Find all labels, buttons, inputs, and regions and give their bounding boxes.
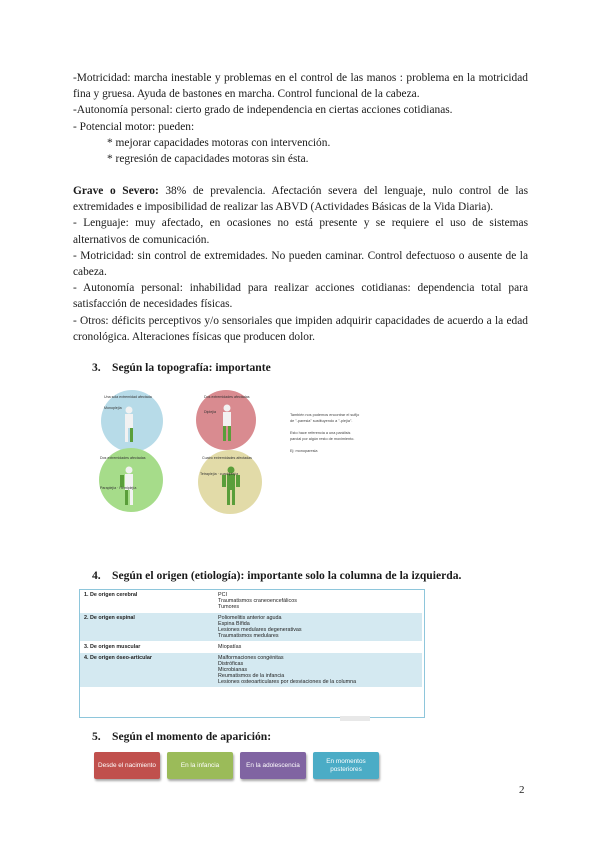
origin-cell: 3. De origen muscular <box>80 642 214 653</box>
topography-label: Dos extremidades afectadas <box>100 456 146 460</box>
topography-label: Diplejía <box>204 410 216 414</box>
table-row <box>80 590 422 613</box>
grave-line: - Otros: déficits perceptivos y/o sensoriales que impiden adquirir capacidades de acuerdo a la edad cronológica. Alteraciones físicas que producen dolor. <box>73 314 528 343</box>
cause-item: Miopatías <box>218 644 242 650</box>
section-4-heading <box>92 569 461 582</box>
cause-item: Reumatismos de la infancia <box>218 673 285 679</box>
causes-cell <box>214 642 422 653</box>
grave-pct: 38% <box>165 185 187 197</box>
cause-item: PCI <box>218 592 227 598</box>
grave-line: - Motricidad: sin control de extremidades. No pueden caminar. Control defectuoso o ausente de la cabeza. <box>73 249 528 279</box>
table-row <box>80 653 422 688</box>
body-figure-icon <box>118 406 140 444</box>
cause-item: Poliomelitis anterior aguda <box>218 615 282 621</box>
topography-notes <box>290 412 362 460</box>
cause-item: Tumores <box>218 604 240 610</box>
origin-cell: 2. De origen espinal <box>80 613 214 642</box>
page-number: 2 <box>519 784 525 796</box>
table-caption-smudge <box>340 716 370 721</box>
origin-cell: 4. De origen óseo-articular <box>80 653 214 688</box>
grave-block <box>73 183 528 345</box>
origin-cell: 1. De origen cerebral <box>80 590 214 613</box>
onset-box-posteriores: En momentos posteriores <box>313 752 379 779</box>
body-figure-icon <box>216 404 238 444</box>
grave-label: Grave o Severo: <box>73 185 159 197</box>
topography-note: También nos podemos encontrar el sufijo de "-paresia" sustituyendo a "-plejía". <box>290 413 360 423</box>
cause-item: Lesiones medulares degenerativas <box>218 627 302 633</box>
cause-item: Traumatismos craneoencefálicos <box>218 598 297 604</box>
section-number: 5. <box>92 730 101 743</box>
onset-box-infancia: En la infancia <box>167 752 233 779</box>
moderado-block <box>73 70 528 167</box>
topography-label: Paraplejía · Hemiplejía <box>100 486 137 490</box>
causes-cell <box>214 613 422 642</box>
topography-label: Dos extremidades afectadas <box>204 395 250 399</box>
topography-label: Monoplejía <box>104 406 122 410</box>
section-number: 3. <box>92 361 101 374</box>
cause-item: Espina Bífida <box>218 621 250 627</box>
onset-box-adolescencia: En la adolescencia <box>240 752 306 779</box>
autonomia-line: -Autonomía personal: cierto grado de independencia en ciertas acciones cotidianas. <box>73 104 453 117</box>
cause-item: Traumatismos medulares <box>218 633 279 639</box>
table-row <box>80 642 422 653</box>
grave-text: de prevalencia. Afectación severa del lenguaje, nulo control de las extremidades e imposibilidad de realizar las ABVD (Actividades Básicas de la Vida Diaria). <box>73 185 529 214</box>
table-row <box>80 613 422 642</box>
topography-label: Cuatro extremidades afectadas <box>202 456 252 460</box>
section-3-heading <box>92 361 271 374</box>
origin-table <box>80 590 422 687</box>
potencial-line: - Potencial motor: pueden: <box>73 120 195 133</box>
causes-cell <box>214 590 422 613</box>
section-title: Según la topografía: importante <box>112 361 271 374</box>
onset-box-nacimiento: Desde el nacimiento <box>94 752 160 779</box>
topography-note: Esto hace referencia a una parálisis parcial por algún resto de movimiento. <box>290 431 355 441</box>
motricidad-line: -Motricidad: marcha inestable y problemas en el control de las manos : problema en la motricidad fina y gruesa. Ayuda de bastones en marcha. Control funcional de la cabeza. <box>73 72 528 101</box>
section-title: Según el momento de aparición: <box>112 730 272 743</box>
cause-item: Lesiones osteoarticulares por desviaciones de la columna <box>218 679 357 685</box>
potencial-item: * regresión de capacidades motoras sin ésta. <box>107 153 309 166</box>
section-5-heading <box>92 730 271 743</box>
section-number: 4. <box>92 569 101 582</box>
causes-cell <box>214 653 422 688</box>
potencial-item: * mejorar capacidades motoras con intervención. <box>107 136 331 149</box>
topography-label: Tetraplejía · cuadriplejía <box>200 472 239 476</box>
topography-note: Ej: monoparesia <box>290 449 318 453</box>
grave-line: - Autonomía personal: inhabilidad para realizar acciones cotidianas: dependencia total para satisfacción de necesidades físicas. <box>73 282 528 311</box>
cause-item: Malformaciones congénitas <box>218 655 284 661</box>
topography-label: Una sola extremidad afectada <box>104 395 152 399</box>
grave-line: - Lenguaje: muy afectado, en ocasiones no está presente y se requiere el uso de sistemas alternativos de comunicación. <box>73 217 528 246</box>
grave-intro <box>73 183 528 215</box>
cause-item: Distróficas <box>218 661 244 667</box>
cause-item: Microbianas <box>218 667 248 673</box>
section-title: Según el origen (etiología): importante solo la columna de la izquierda. <box>112 569 462 582</box>
